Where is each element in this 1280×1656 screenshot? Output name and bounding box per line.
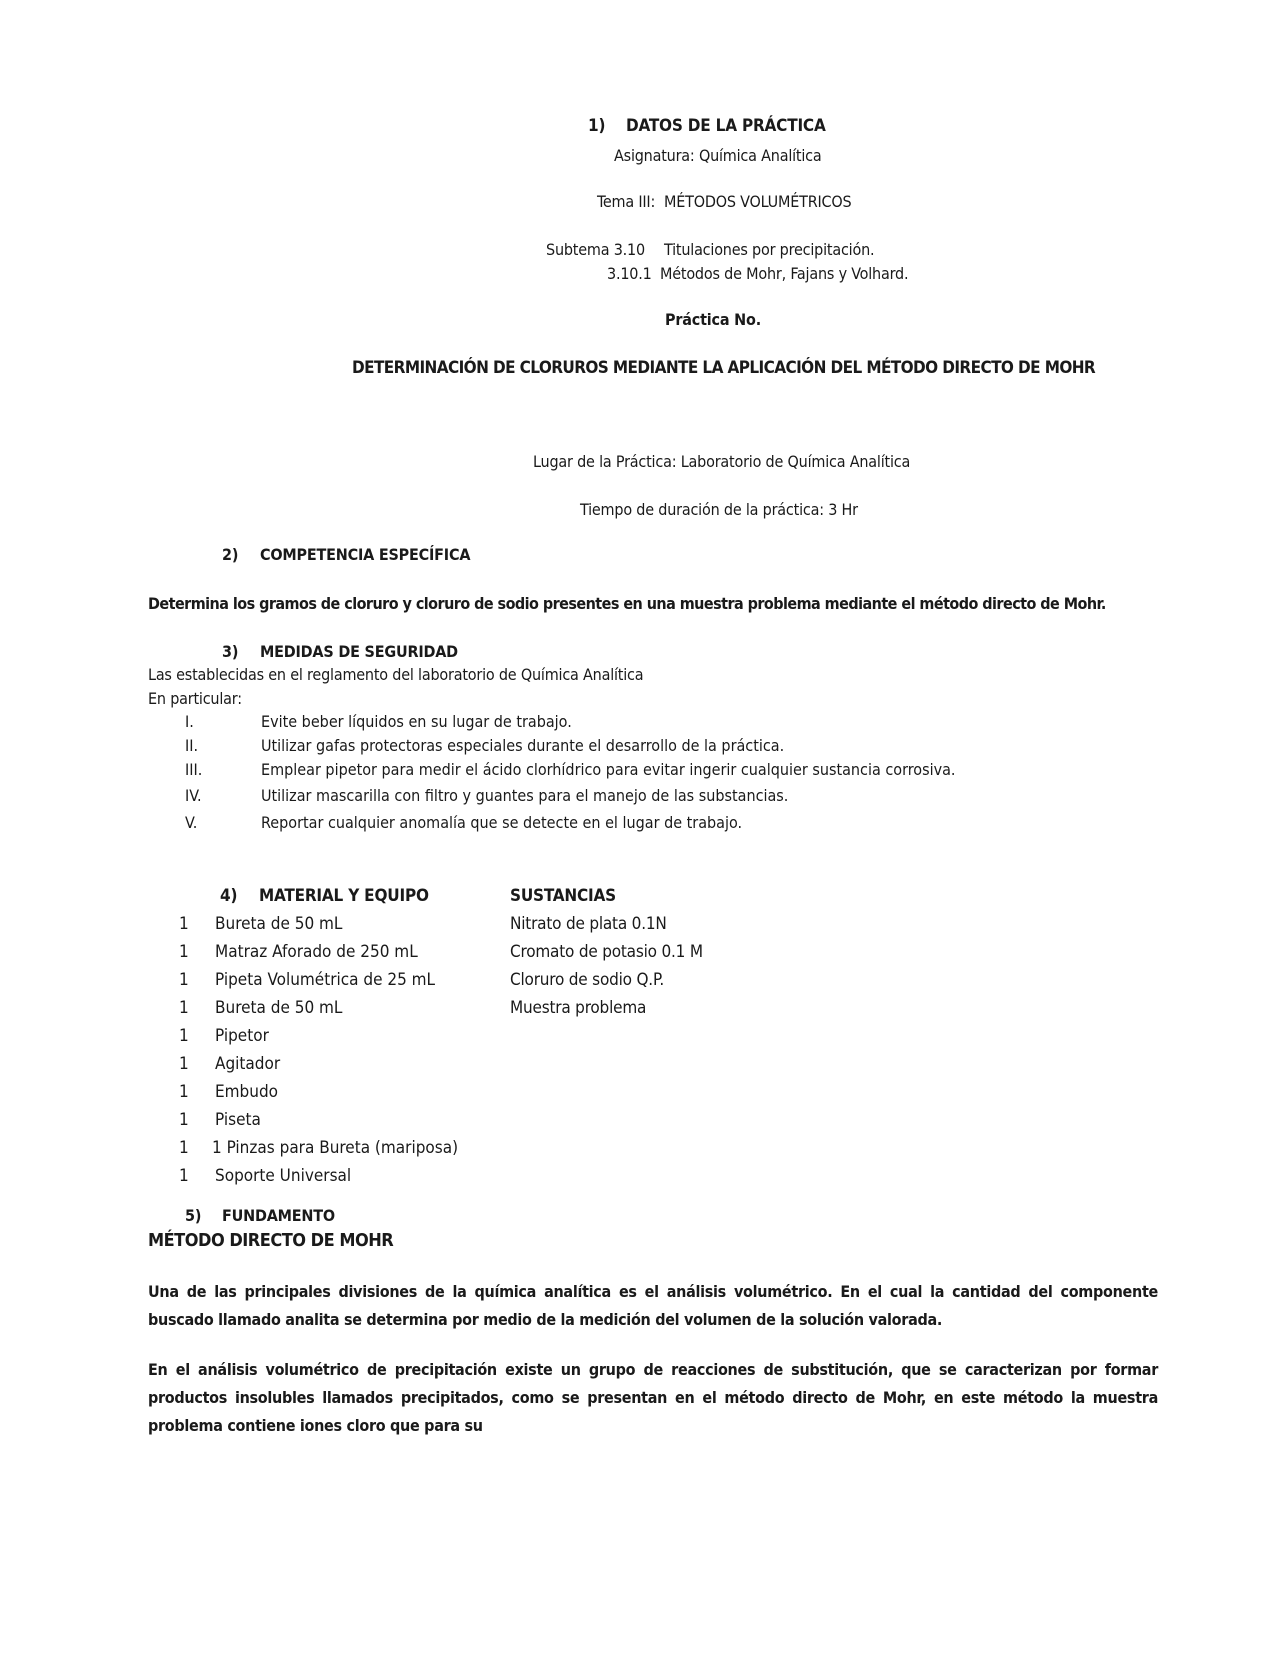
subtema2-label: 3.10.1 <box>607 264 652 283</box>
fundamento-subtitle: MÉTODO DIRECTO DE MOHR <box>148 1230 394 1251</box>
sustancia-item: Cloruro de sodio Q.P. <box>510 970 664 990</box>
fundamento-paragraph-1: Una de las principales divisiones de la química analítica es el análisis volumétrico. En el cual la cantidad del componente buscado llamado analita se determina por medio de la medición del volumen de la solución valorada. <box>148 1282 1158 1329</box>
section-5-title: FUNDAMENTO <box>222 1206 335 1225</box>
seguridad-intro: Las establecidas en el reglamento del laboratorio de Química Analítica <box>148 665 644 684</box>
tiempo-duracion: Tiempo de duración de la práctica: 3 Hr <box>580 500 858 519</box>
section-2-title: COMPETENCIA ESPECÍFICA <box>260 545 471 564</box>
subtema2-value: Métodos de Mohr, Fajans y Volhard. <box>660 264 909 283</box>
section-4-title: MATERIAL Y EQUIPO <box>259 886 429 906</box>
sustancia-item: Nitrato de plata 0.1N <box>510 914 667 934</box>
section-5-number: 5) <box>185 1206 202 1225</box>
seguridad-intro-2: En particular: <box>148 689 242 708</box>
sustancia-item: Muestra problema <box>510 998 647 1018</box>
sustancias-title: SUSTANCIAS <box>510 886 616 906</box>
section-1-title: DATOS DE LA PRÁCTICA <box>626 116 826 136</box>
section-4-number: 4) <box>220 886 238 906</box>
fundamento-paragraph-2: En el análisis volumétrico de precipitación existe un grupo de reacciones de substitución, que se caracterizan por formar productos insolubles llamados precipitados, como se presentan en el método directo de Mohr, en este método la muestra problema contiene iones cloro que para su <box>148 1360 1158 1435</box>
section-3-title: MEDIDAS DE SEGURIDAD <box>260 642 458 661</box>
tema-value: MÉTODOS VOLUMÉTRICOS <box>664 192 852 211</box>
asignatura: Asignatura: Química Analítica <box>614 146 822 165</box>
practica-title: DETERMINACIÓN DE CLORUROS MEDIANTE LA APLICACIÓN DEL MÉTODO DIRECTO DE MOHR <box>352 358 1096 378</box>
section-3-number: 3) <box>222 642 239 661</box>
subtema-value: Titulaciones por precipitación. <box>664 240 875 259</box>
sustancia-item: Cromato de potasio 0.1 M <box>510 942 703 962</box>
tema-label: Tema III: <box>597 192 656 211</box>
practica-number: Práctica No. <box>665 310 761 329</box>
competencia-text: Determina los gramos de cloruro y cloruro de sodio presentes en una muestra problema mediante el método directo de Mohr. <box>148 594 1106 613</box>
lugar-practica: Lugar de la Práctica: Laboratorio de Química Analítica <box>533 452 911 471</box>
subtema-label: Subtema 3.10 <box>546 240 645 259</box>
section-2-number: 2) <box>222 545 239 564</box>
section-1-number: 1) <box>588 116 606 136</box>
